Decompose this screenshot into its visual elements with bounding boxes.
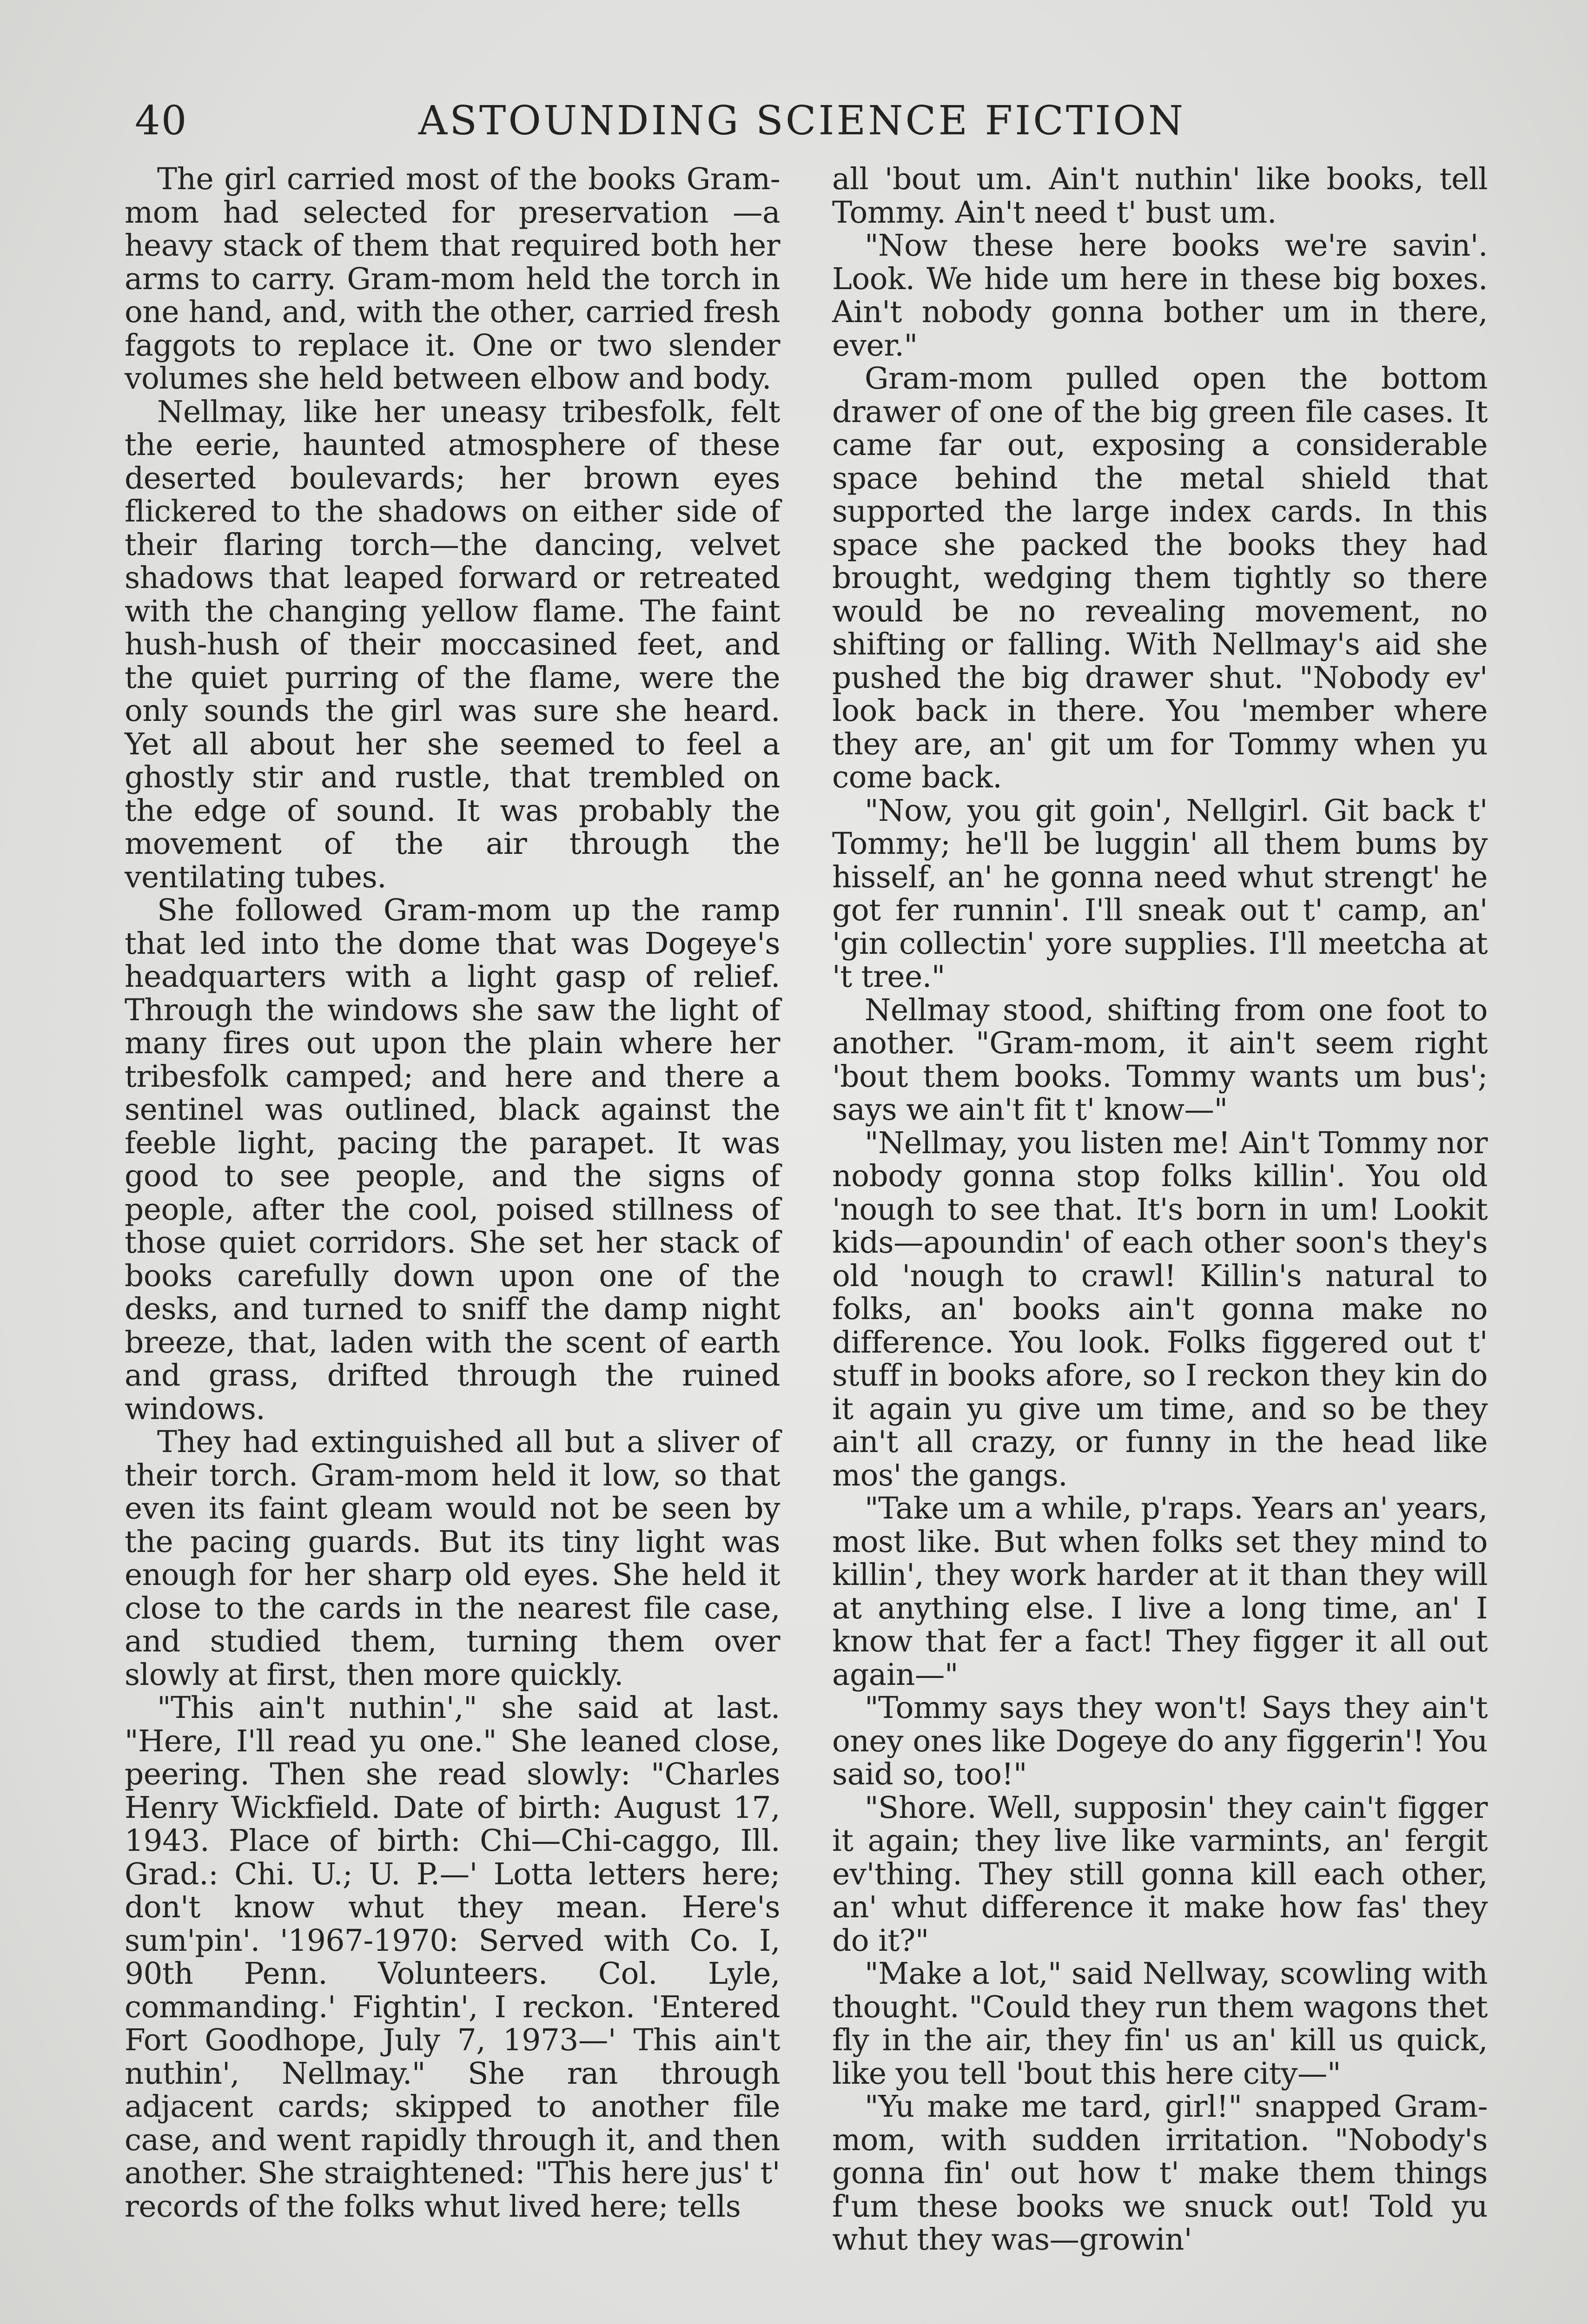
paragraph: "Tommy says they won't! Says they ain't oney ones like Dogeye do any figgerin'! You said so, too!" xyxy=(832,1690,1488,1792)
left-column xyxy=(125,163,780,2223)
paragraph: She followed Gram-mom up the ramp that led into the dome that was Dogeye's headquarters with a light gasp of relief. Through the windows she saw the light of many fires out upon the plain where her tribesfolk camped; and here and there a sentinel was outlined, black against the feeble light, pacing the parapet. It was good to see people, and the signs of people, after the cool, poised stillness of those quiet corridors. She set her stack of books carefully down upon one of the desks, and turned to sniff the damp night breeze, that, laden with the scent of earth and grass, drifted through the ruined windows. xyxy=(125,893,780,1426)
running-head: ASTOUNDING SCIENCE FICTION xyxy=(418,98,1185,144)
paragraph: Gram-mom pulled open the bottom drawer of one of the big green file cases. It came far out, exposing a considerable space behind the metal shield that supported the large index cards. In this space she packed the books they had brought, wedging them tightly so there would be no revealing movement, no shifting or falling. With Nellmay's aid she pushed the big drawer shut. "Nobody ev' look back in there. You 'member where they are, an' git um for Tommy when yu come back. xyxy=(832,361,1488,795)
page-number: 40 xyxy=(135,98,188,144)
paragraph: "Shore. Well, supposin' they cain't figger it again; they live like varmints, an' fergit ev'thing. They still gonna kill each other, an' whut difference it make how fas' they do it?" xyxy=(832,1790,1488,1958)
paragraph: Nellmay stood, shifting from one foot to another. "Gram-mom, it ain't seem right 'bout them books. Tommy wants um bus'; says we ain't fit t' know—" xyxy=(832,992,1488,1127)
paragraph: all 'bout um. Ain't nuthin' like books, tell Tommy. Ain't need t' bust um. xyxy=(832,162,1488,230)
paragraph: "Nellmay, you listen me! Ain't Tommy nor nobody gonna stop folks killin'. You old 'nough to see that. It's born in um! Lookit kids—apoundin' of each other soon's they's old 'nough to crawl! Killin's natural to folks, an' books ain't gonna make no difference. You look. Folks figgered out t' stuff in books afore, so I reckon they kin do it again yu give um time, and so be they ain't all crazy, or funny in the head like mos' the gangs. xyxy=(832,1125,1488,1493)
right-column xyxy=(832,163,1488,2257)
paragraph: They had extinguished all but a sliver of their torch. Gram-mom held it low, so that even its faint gleam would not be seen by the pacing guards. But its tiny light was enough for her sharp old eyes. She held it close to the cards in the nearest file case, and studied them, turning them over slowly at first, then more quickly. xyxy=(125,1425,780,1692)
paragraph: "Now, you git goin', Nellgirl. Git back t' Tommy; he'll be luggin' all them bums by hisself, an' he gonna need whut strengt' he got fer runnin'. I'll sneak out t' camp, an' 'gin collectin' yore supplies. I'll meetcha at 't tree." xyxy=(832,793,1488,994)
paragraph: "Take um a while, p'raps. Years an' years, most like. But when folks set they mind to killin', they work harder at it than they will at anything else. I live a long time, an' I know that fer a fact! They figger it all out again—" xyxy=(832,1491,1488,1692)
paragraph: "Yu make me tard, girl!" snapped Gram-mom, with sudden irritation. "Nobody's gonna fin' out how t' make them things f'um these books we snuck out! Told yu whut they was—growin' xyxy=(832,2089,1488,2257)
paragraph: "This ain't nuthin'," she said at last. "Here, I'll read yu one." She leaned close, peering. Then she read slowly: "Charles Henry Wickfield. Date of birth: August 17, 1943. Place of birth: Chi—Chi-caggo, Ill. Grad.: Chi. U.; U. P.—' Lotta letters here; don't know whut they mean. Here's sum'pin'. '1967-1970: Served with Co. I, 90th Penn. Volunteers. Col. Lyle, commanding.' Fightin', I reckon. 'Entered Fort Goodhope, July 7, 1973—' This ain't nuthin', Nellmay." She ran through adjacent cards; skipped to another file case, and went rapidly through it, and then another. She straightened: "This here jus' t' records of the folks whut lived here; tells xyxy=(125,1690,780,2224)
paragraph: "Make a lot," said Nellway, scowling with thought. "Could they run them wagons thet fly in the air, they fin' us an' kill us quick, like you tell 'bout this here city—" xyxy=(832,1956,1488,2091)
paragraph: Nellmay, like her uneasy tribesfolk, felt the eerie, haunted atmosphere of these deserted boulevards; her brown eyes flickered to the shadows on either side of their flaring torch—the dancing, velvet shadows that leaped forward or retreated with the changing yellow flame. The faint hush-hush of their moccasined feet, and the quiet purring of the flame, were the only sounds the girl was sure she heard. Yet all about her she seemed to feel a ghostly stir and rustle, that trembled on the edge of sound. It was probably the movement of the air through the ventilating tubes. xyxy=(125,394,780,895)
paragraph: "Now these here books we're savin'. Look. We hide um here in these big boxes. Ain't nobody gonna bother um in there, ever." xyxy=(832,228,1488,363)
paragraph: The girl carried most of the books Gram-mom had selected for preservation —a heavy stack of them that required both her arms to carry. Gram-mom held the torch in one hand, and, with the other, carried fresh faggots to replace it. One or two slender volumes she held between elbow and body. xyxy=(125,162,780,396)
page-header xyxy=(135,95,1497,151)
